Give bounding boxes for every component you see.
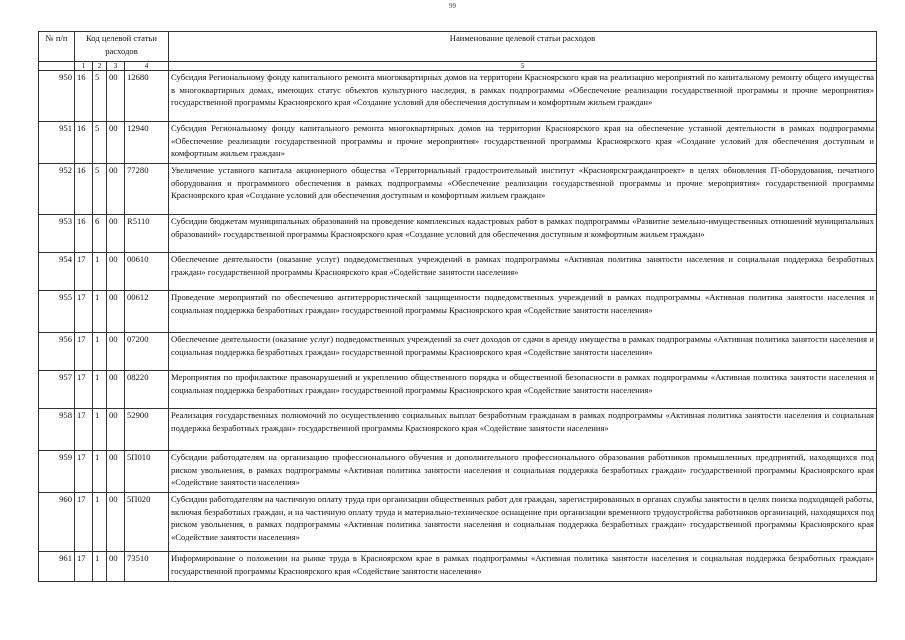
- code-part-1: 17: [75, 409, 93, 451]
- code-part-3: 00: [107, 451, 125, 493]
- code-part-2: 1: [93, 493, 107, 552]
- table-row: [39, 71, 877, 122]
- code-part-1: 17: [75, 451, 93, 493]
- table-header-row: [39, 32, 877, 62]
- code-part-1: 16: [75, 122, 93, 164]
- code-part-1: 17: [75, 253, 93, 291]
- code-part-2: 5: [93, 164, 107, 215]
- code-part-2: 1: [93, 552, 107, 582]
- code-part-1: 16: [75, 164, 93, 215]
- code-part-4: 77280: [125, 164, 169, 215]
- code-part-2: 5: [93, 122, 107, 164]
- code-part-4: 12940: [125, 122, 169, 164]
- code-part-2: 1: [93, 333, 107, 371]
- code-part-3: 00: [107, 409, 125, 451]
- code-part-3: 00: [107, 71, 125, 122]
- code-part-1: 17: [75, 371, 93, 409]
- code-part-4: 12680: [125, 71, 169, 122]
- column-index: 5: [169, 62, 877, 71]
- code-part-4: 5П020: [125, 493, 169, 552]
- row-number: 961: [39, 552, 75, 582]
- item-name: Субсидии бюджетам муниципальных образований на проведение комплексных кадастровых работ в рамках подпрограммы «Развитие земельно-имущественных отношений муниципальных образований» государственной программы Красноярского края «Создание условий для обеспечения доступным и комфортным жильем граждан»: [169, 215, 877, 253]
- table-row: [39, 371, 877, 409]
- code-part-1: 17: [75, 333, 93, 371]
- item-name: Проведение мероприятий по обеспечению антитеррористической защищенности подведомственных учреждений в рамках подпрограммы «Активная политика занятости населения и социальная поддержка безработных граждан» государственной программы Красноярского края «Содействие занятости населения»: [169, 291, 877, 333]
- code-part-3: 00: [107, 493, 125, 552]
- code-part-4: 00612: [125, 291, 169, 333]
- code-part-2: 1: [93, 409, 107, 451]
- budget-items-table: [38, 31, 877, 582]
- item-name: Субсидии работодателям на организацию профессионального обучения и дополнительного профессионального образования работников промышленных предприятий, находящихся под риском увольнения, в рамках подпрограммы «Активная политика занятости населения и социальная поддержка безработных граждан» государственной программы Красноярского края «Содействие занятости населения»: [169, 451, 877, 493]
- item-name: Субсидии работодателям на частичную оплату труда при организации общественных работ для граждан, зарегистрированных в органах службы занятости в целях поиска подходящей работы, включая безработных граждан, и на частичную оплату труда и материально-техническое оснащение при организации временного трудоустройства работников организаций, находящихся под риском увольнения, в рамках подпрограммы «Активная политика занятости населения и социальная поддержка безработных граждан» государственной программы Красноярского края «Содействие занятости населения»: [169, 493, 877, 552]
- code-part-3: 00: [107, 552, 125, 582]
- code-part-4: 52900: [125, 409, 169, 451]
- row-number: 953: [39, 215, 75, 253]
- row-number: 955: [39, 291, 75, 333]
- code-part-2: 1: [93, 371, 107, 409]
- table-row: [39, 164, 877, 215]
- code-part-1: 16: [75, 215, 93, 253]
- code-part-2: 6: [93, 215, 107, 253]
- code-part-3: 00: [107, 122, 125, 164]
- code-part-3: 00: [107, 215, 125, 253]
- item-name: Обеспечение деятельности (оказание услуг) подведомственных учреждений в рамках подпрограммы «Активная политика занятости населения и социальная поддержка безработных граждан» государственной программы Красноярского края «Содействие занятости населения»: [169, 253, 877, 291]
- table-row: [39, 451, 877, 493]
- code-part-2: 5: [93, 71, 107, 122]
- row-number: 952: [39, 164, 75, 215]
- column-index: 1: [75, 62, 93, 71]
- code-part-1: 17: [75, 493, 93, 552]
- page-number: 99: [449, 2, 456, 10]
- column-index: 2: [93, 62, 107, 71]
- code-part-2: 1: [93, 253, 107, 291]
- code-part-1: 17: [75, 552, 93, 582]
- table-row: [39, 122, 877, 164]
- code-part-4: 07200: [125, 333, 169, 371]
- code-part-1: 16: [75, 71, 93, 122]
- code-part-4: 5П010: [125, 451, 169, 493]
- row-number: 950: [39, 71, 75, 122]
- row-number: 959: [39, 451, 75, 493]
- item-name: Субсидия Региональному фонду капитального ремонта многоквартирных домов на территории Красноярского края на обеспечение уставной деятельности в рамках подпрограммы «Обеспечение реализации государственной программы и прочие мероприятия» государственной программы Красноярского края «Создание условий для обеспечения доступным и комфортным жильем граждан»: [169, 122, 877, 164]
- item-name: Обеспечение деятельности (оказание услуг) подведомственных учреждений за счет доходов от сдачи в аренду имущества в рамках подпрограммы «Активная политика занятости населения и социальная поддержка безработных граждан» государственной программы Красноярского края «Содействие занятости населения»: [169, 333, 877, 371]
- row-number: 958: [39, 409, 75, 451]
- table-row: [39, 552, 877, 582]
- code-part-3: 00: [107, 333, 125, 371]
- code-part-2: 1: [93, 451, 107, 493]
- row-number: 954: [39, 253, 75, 291]
- code-part-3: 00: [107, 164, 125, 215]
- table-row: [39, 215, 877, 253]
- table-row: [39, 493, 877, 552]
- table-row: [39, 409, 877, 451]
- row-number: 957: [39, 371, 75, 409]
- item-name: Увеличение уставного капитала акционерного общества «Территориальный градостроительный институт «Красноярскгражданпроект» в целях обновления IT-оборудования, печатного оборудования и программного обеспечения в рамках подпрограммы «Обеспечение реализации государственной программы и прочие мероприятия» государственной программы Красноярского края «Создание условий для обеспечения доступным и комфортным жильем граждан»: [169, 164, 877, 215]
- item-name: Реализация государственных полномочий по осуществлению социальных выплат безработным гражданам в рамках подпрограммы «Активная политика занятости населения и социальная поддержка безработных граждан» государственной программы Красноярского края «Содействие занятости населения»: [169, 409, 877, 451]
- code-part-4: R5110: [125, 215, 169, 253]
- row-number: 960: [39, 493, 75, 552]
- column-index: 3: [107, 62, 125, 71]
- row-number: 951: [39, 122, 75, 164]
- column-index: [39, 62, 75, 71]
- column-index-row: [39, 62, 877, 71]
- item-name: Субсидия Региональному фонду капитального ремонта многоквартирных домов на территории Красноярского края на реализацию мероприятий по капитальному ремонту общего имущества в многоквартирных домах, имеющих статус объектов культурного наследия, в рамках подпрограммы «Обеспечение реализации государственной программы и прочие мероприятия» государственной программы Красноярского края «Создание условий для обеспечения доступным и комфортным жильем граждан»: [169, 71, 877, 122]
- item-name: Информирование о положении на рынке труда в Красноярском крае в рамках подпрограммы «Активная политика занятости населения и социальная поддержка безработных граждан» государственной программы Красноярского края «Содействие занятости населения»: [169, 552, 877, 582]
- code-part-1: 17: [75, 291, 93, 333]
- row-number: 956: [39, 333, 75, 371]
- header-number: № п/п: [39, 32, 75, 62]
- code-part-2: 1: [93, 291, 107, 333]
- table-row: [39, 333, 877, 371]
- header-name: Наименование целевой статьи расходов: [169, 32, 877, 62]
- item-name: Мероприятия по профилактике правонарушений и укреплению общественного порядка и общественной безопасности в рамках подпрограммы «Активная политика занятости населения и социальная поддержка безработных граждан» государственной программы Красноярского края «Содействие занятости населения»: [169, 371, 877, 409]
- code-part-3: 00: [107, 291, 125, 333]
- code-part-3: 00: [107, 253, 125, 291]
- code-part-4: 08220: [125, 371, 169, 409]
- code-part-4: 73510: [125, 552, 169, 582]
- code-part-4: 00610: [125, 253, 169, 291]
- code-part-3: 00: [107, 371, 125, 409]
- header-code: Код целевой статьи расходов: [75, 32, 169, 62]
- column-index: 4: [125, 62, 169, 71]
- table-row: [39, 291, 877, 333]
- table-row: [39, 253, 877, 291]
